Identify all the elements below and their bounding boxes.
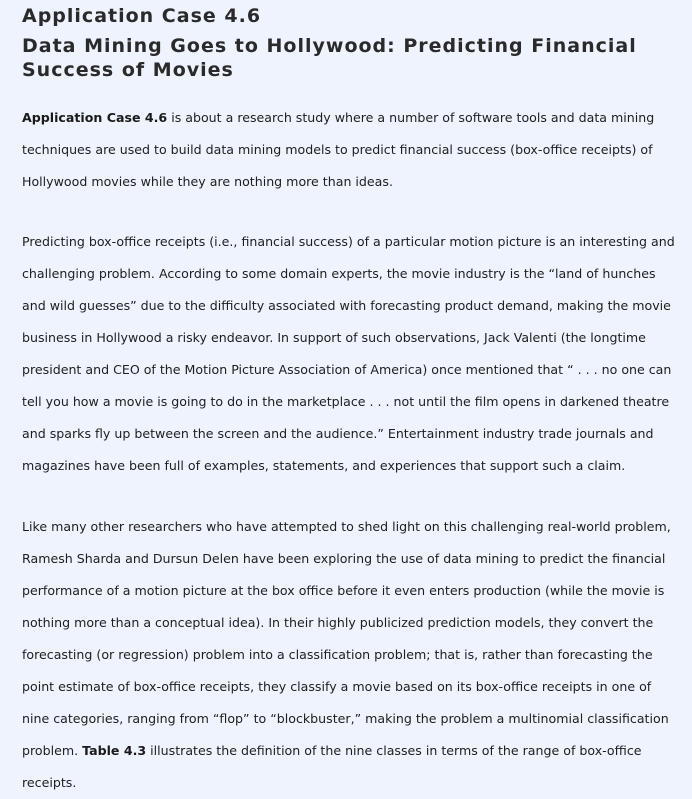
case-heading — [22, 4, 678, 82]
case-title-line-2: Success of Movies — [22, 59, 234, 81]
case-reference: Application Case 4.6 — [22, 110, 168, 125]
table-reference: Table 4.3 — [82, 743, 147, 758]
research-tail-text: illustrates the definition of the nine classes in terms of the range of box-office receipts. — [22, 743, 642, 790]
intro-text: is about a research study where a number of software tools and data mining techniques are used to build data mining models to predict financial success (box-office receipts) of Hollywood movies while they are nothing more than ideas. — [22, 110, 655, 189]
case-label: Application Case 4.6 — [22, 5, 262, 27]
case-title-line-1: Data Mining Goes to Hollywood: Predicting Financial — [22, 35, 637, 57]
background-text: Predicting box-office receipts (i.e., financial success) of a particular motion picture is an interesting and challenging problem. According to some domain experts, the movie industry is the “land of hunches and wild guesses” due to the difficulty associated with forecasting product demand, making the movie business in Hollywood a risky endeavor. In support of such observations, Jack Valenti (the longtime president and CEO of the Motion Picture Association of America) once mentioned that “ . . . no one can tell you how a movie is going to do in the marketplace . . . not until the film opens in darkened theatre and sparks fly up between the screen and the audience.” Entertainment industry trade journals and magazines have been full of examples, statements, and experiences that support such a claim. — [22, 234, 675, 473]
research-paragraph — [22, 511, 678, 799]
background-paragraph — [22, 226, 678, 482]
intro-paragraph — [22, 102, 678, 198]
research-text: Like many other researchers who have attempted to shed light on this challenging real-world problem, Ramesh Sharda and Dursun Delen have been exploring the use of data mining to predict the financial performance of a motion picture at the box office before it even enters production (while the movie is nothing more than a conceptual idea). In their highly publicized prediction models, they convert the forecasting (or regression) problem into a classification problem; that is, rather than forecasting the point estimate of box-office receipts, they classify a movie based on its box-office receipts in one of nine categories, ranging from “flop” to “blockbuster,” making the problem a multinomial classification problem. — [22, 519, 671, 758]
